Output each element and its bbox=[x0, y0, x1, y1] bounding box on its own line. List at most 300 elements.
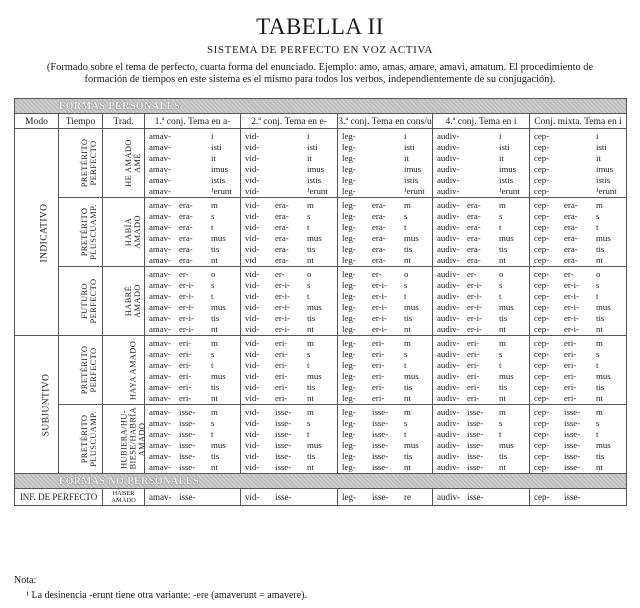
form-line bbox=[338, 142, 432, 153]
stem: audiv- bbox=[437, 407, 460, 417]
modo-subjuntivo-label: SUBJUNTIVO bbox=[41, 373, 52, 437]
stem: vid- bbox=[245, 440, 260, 450]
form-line bbox=[241, 429, 337, 440]
ending: nt bbox=[307, 462, 314, 472]
suffix: era- bbox=[372, 222, 386, 232]
trad-label: HE AMADO AMÉ bbox=[124, 139, 142, 187]
tiempo-label: PRETÉRITO PLUSCUAMP. bbox=[80, 411, 98, 467]
suffix: eri- bbox=[467, 349, 480, 359]
stem: amav- bbox=[149, 186, 171, 196]
stem: audiv- bbox=[437, 324, 460, 334]
ending: tis bbox=[596, 244, 605, 254]
form-line bbox=[530, 211, 626, 222]
suffix: era- bbox=[179, 222, 193, 232]
ending: m bbox=[307, 338, 314, 348]
stem: leg- bbox=[342, 371, 356, 381]
form-line bbox=[433, 489, 529, 505]
ending: m bbox=[404, 338, 411, 348]
form-line bbox=[338, 462, 432, 473]
stem: vid- bbox=[245, 324, 260, 334]
form-line bbox=[338, 200, 432, 211]
form-line bbox=[338, 280, 432, 291]
stem: amav- bbox=[149, 407, 171, 417]
ending: ¹erunt bbox=[499, 186, 520, 196]
suffix: er-i- bbox=[275, 280, 290, 290]
form-line bbox=[241, 371, 337, 382]
stem: leg- bbox=[342, 440, 356, 450]
stem: cep- bbox=[534, 244, 550, 254]
stem: leg- bbox=[342, 186, 356, 196]
suffix: eri- bbox=[372, 393, 385, 403]
ending: t bbox=[307, 429, 310, 439]
ending: t bbox=[499, 360, 502, 370]
tense-row bbox=[15, 198, 627, 267]
ending: mus bbox=[211, 440, 226, 450]
stem: audiv- bbox=[437, 418, 460, 428]
suffix: er-i- bbox=[179, 302, 194, 312]
form-line bbox=[530, 233, 626, 244]
suffix: isse- bbox=[564, 418, 581, 428]
ending: s bbox=[404, 418, 408, 428]
trad-cell bbox=[103, 336, 145, 405]
form-line bbox=[338, 211, 432, 222]
stem: vid- bbox=[245, 360, 260, 370]
ending: t bbox=[211, 291, 214, 301]
suffix: isse- bbox=[564, 451, 581, 461]
stem: cep- bbox=[534, 429, 550, 439]
stem: audiv- bbox=[437, 153, 460, 163]
form-cell bbox=[433, 129, 530, 198]
form-line bbox=[530, 324, 626, 335]
suffix: isse- bbox=[564, 462, 581, 472]
stem: amav- bbox=[149, 280, 171, 290]
stem: vid- bbox=[245, 451, 260, 461]
suffix: isse- bbox=[179, 407, 196, 417]
suffix: isse- bbox=[467, 492, 484, 502]
form-line bbox=[241, 153, 337, 164]
stem: leg- bbox=[342, 338, 356, 348]
form-cell bbox=[145, 489, 241, 506]
ending: t bbox=[596, 360, 599, 370]
form-line bbox=[241, 382, 337, 393]
suffix: isse- bbox=[179, 429, 196, 439]
form-line bbox=[241, 338, 337, 349]
stem: vid- bbox=[245, 175, 260, 185]
ending: m bbox=[499, 338, 506, 348]
stem: audiv- bbox=[437, 142, 460, 152]
page-subtitle: SISTEMA DE PERFECTO EN VOZ ACTIVA bbox=[206, 44, 434, 56]
form-cell bbox=[241, 405, 338, 474]
form-line bbox=[530, 280, 626, 291]
suffix: era- bbox=[467, 255, 481, 265]
form-line bbox=[433, 371, 529, 382]
suffix: era- bbox=[179, 200, 193, 210]
stem: cep- bbox=[534, 291, 550, 301]
ending: mus bbox=[404, 233, 419, 243]
ending: t bbox=[596, 429, 599, 439]
form-line bbox=[433, 302, 529, 313]
ending: i bbox=[211, 131, 214, 141]
stem: cep- bbox=[534, 164, 550, 174]
ending: it bbox=[404, 153, 409, 163]
form-line bbox=[530, 407, 626, 418]
suffix: isse- bbox=[179, 451, 196, 461]
ending: m bbox=[211, 338, 218, 348]
form-line bbox=[338, 244, 432, 255]
form-line bbox=[145, 222, 240, 233]
ending: t bbox=[499, 222, 502, 232]
ending: t bbox=[596, 291, 599, 301]
stem: amav- bbox=[149, 142, 171, 152]
stem: audiv- bbox=[437, 313, 460, 323]
form-line bbox=[145, 360, 240, 371]
form-line bbox=[530, 440, 626, 451]
ending: imus bbox=[211, 164, 229, 174]
stem: cep- bbox=[534, 255, 550, 265]
ending: nt bbox=[499, 255, 506, 265]
ending: isti bbox=[307, 142, 318, 152]
stem: leg- bbox=[342, 280, 356, 290]
form-line bbox=[433, 291, 529, 302]
suffix: er-i- bbox=[179, 291, 194, 301]
form-cell bbox=[241, 489, 338, 506]
suffix: eri- bbox=[372, 371, 385, 381]
stem: leg- bbox=[342, 269, 356, 279]
ending: re bbox=[404, 492, 411, 502]
suffix: eri- bbox=[179, 360, 192, 370]
header-conj-4: 4.ª conj. Tema en i bbox=[433, 114, 530, 129]
infinitive-trad: HABER AMADO bbox=[103, 489, 145, 506]
ending: mus bbox=[211, 302, 226, 312]
form-cell bbox=[338, 489, 433, 506]
suffix: er-i- bbox=[372, 324, 387, 334]
ending: nt bbox=[499, 324, 506, 334]
stem: leg- bbox=[342, 211, 356, 221]
ending: m bbox=[499, 407, 506, 417]
ending: s bbox=[307, 349, 311, 359]
suffix: era- bbox=[179, 244, 193, 254]
stem: audiv- bbox=[437, 255, 460, 265]
stem: amav- bbox=[149, 418, 171, 428]
stem: audiv- bbox=[437, 186, 460, 196]
suffix: isse- bbox=[275, 451, 292, 461]
form-line bbox=[241, 407, 337, 418]
stem: audiv- bbox=[437, 175, 460, 185]
suffix: eri- bbox=[275, 382, 288, 392]
suffix: isse- bbox=[372, 429, 389, 439]
form-line bbox=[145, 462, 240, 473]
stem: cep- bbox=[534, 407, 550, 417]
form-line bbox=[530, 186, 626, 197]
tiempo-cell bbox=[59, 336, 103, 405]
suffix: eri- bbox=[467, 360, 480, 370]
suffix: eri- bbox=[179, 382, 192, 392]
ending: t bbox=[404, 222, 407, 232]
suffix: isse- bbox=[467, 451, 484, 461]
suffix: er-i- bbox=[467, 280, 482, 290]
suffix: isse- bbox=[467, 440, 484, 450]
ending: s bbox=[596, 280, 600, 290]
stem: leg- bbox=[342, 462, 356, 472]
form-line bbox=[530, 142, 626, 153]
ending: o bbox=[404, 269, 409, 279]
stem: vid- bbox=[245, 302, 260, 312]
stem: audiv- bbox=[437, 222, 460, 232]
ending: nt bbox=[404, 255, 411, 265]
ending: tis bbox=[596, 382, 605, 392]
suffix: isse- bbox=[372, 440, 389, 450]
stem: amav- bbox=[149, 382, 171, 392]
ending: s bbox=[307, 211, 311, 221]
modo-indicativo bbox=[15, 129, 59, 336]
stem: vid- bbox=[245, 233, 260, 243]
ending: it bbox=[499, 153, 504, 163]
ending: nt bbox=[596, 393, 603, 403]
tiempo-cell bbox=[59, 129, 103, 198]
ending: mus bbox=[596, 233, 611, 243]
suffix: isse- bbox=[564, 440, 581, 450]
form-line bbox=[145, 393, 240, 404]
ending: mus bbox=[499, 302, 514, 312]
form-line bbox=[530, 382, 626, 393]
stem: leg- bbox=[342, 255, 356, 265]
trad-label: HABRÉ AMADO bbox=[124, 284, 142, 318]
ending: s bbox=[211, 418, 215, 428]
suffix: era- bbox=[564, 255, 578, 265]
form-line bbox=[241, 280, 337, 291]
form-cell bbox=[145, 405, 241, 474]
form-line bbox=[433, 313, 529, 324]
stem: audiv- bbox=[437, 382, 460, 392]
suffix: era- bbox=[179, 233, 193, 243]
suffix: era- bbox=[179, 211, 193, 221]
ending: mus bbox=[307, 371, 322, 381]
form-cell bbox=[433, 198, 530, 267]
stem: audiv- bbox=[437, 131, 460, 141]
form-line bbox=[338, 440, 432, 451]
form-line bbox=[530, 255, 626, 266]
ending: mus bbox=[499, 233, 514, 243]
suffix: er-i- bbox=[467, 291, 482, 301]
form-line bbox=[338, 313, 432, 324]
ending: it bbox=[211, 153, 216, 163]
ending: m bbox=[307, 407, 314, 417]
header-conj-2: 2.ª conj. Tema en e- bbox=[241, 114, 338, 129]
suffix: era- bbox=[275, 211, 289, 221]
stem: leg- bbox=[342, 302, 356, 312]
ending: t bbox=[307, 291, 310, 301]
stem: vid- bbox=[245, 280, 260, 290]
stem: leg- bbox=[342, 175, 356, 185]
stem: vid- bbox=[245, 164, 260, 174]
form-line bbox=[241, 324, 337, 335]
stem: audiv- bbox=[437, 451, 460, 461]
stem: leg- bbox=[342, 418, 356, 428]
stem: leg- bbox=[342, 382, 356, 392]
suffix: eri- bbox=[179, 371, 192, 381]
ending: t bbox=[499, 291, 502, 301]
stem: vid- bbox=[245, 338, 260, 348]
form-line bbox=[241, 255, 337, 266]
suffix: er-i- bbox=[467, 324, 482, 334]
form-line bbox=[145, 186, 240, 197]
stem: audiv- bbox=[437, 291, 460, 301]
ending: mus bbox=[596, 440, 611, 450]
stem: amav- bbox=[149, 393, 171, 403]
stem: amav- bbox=[149, 164, 171, 174]
stem: cep- bbox=[534, 492, 550, 502]
ending: m bbox=[211, 407, 218, 417]
suffix: isse- bbox=[275, 440, 292, 450]
suffix: er-i- bbox=[275, 291, 290, 301]
stem: amav- bbox=[149, 492, 172, 502]
ending: tis bbox=[499, 451, 508, 461]
form-line bbox=[433, 211, 529, 222]
ending: istis bbox=[499, 175, 514, 185]
form-line bbox=[433, 338, 529, 349]
form-cell bbox=[338, 405, 433, 474]
suffix: isse- bbox=[179, 440, 196, 450]
suffix: er-i- bbox=[372, 302, 387, 312]
ending: m bbox=[596, 407, 603, 417]
form-cell bbox=[530, 198, 627, 267]
ending: t bbox=[404, 360, 407, 370]
suffix: er-i- bbox=[275, 302, 290, 312]
tiempo-cell bbox=[59, 267, 103, 336]
suffix: eri- bbox=[275, 393, 288, 403]
form-line bbox=[241, 269, 337, 280]
form-cell bbox=[241, 267, 338, 336]
form-cell bbox=[145, 336, 241, 405]
form-line bbox=[338, 186, 432, 197]
tense-row bbox=[15, 267, 627, 336]
stem: audiv- bbox=[437, 280, 460, 290]
ending: mus bbox=[499, 440, 514, 450]
form-line bbox=[241, 462, 337, 473]
form-line bbox=[241, 131, 337, 142]
stem: audiv- bbox=[437, 349, 460, 359]
ending: t bbox=[211, 360, 214, 370]
form-cell bbox=[241, 336, 338, 405]
suffix: eri- bbox=[564, 349, 577, 359]
modo-subjuntivo bbox=[15, 336, 59, 474]
stem: cep- bbox=[534, 324, 550, 334]
suffix: isse- bbox=[275, 429, 292, 439]
suffix: er-i- bbox=[275, 313, 290, 323]
stem: amav- bbox=[149, 153, 171, 163]
form-line bbox=[433, 131, 529, 142]
suffix: era- bbox=[372, 255, 386, 265]
ending: ¹erunt bbox=[404, 186, 425, 196]
ending: tis bbox=[499, 313, 508, 323]
suffix: isse- bbox=[275, 462, 292, 472]
form-cell bbox=[433, 267, 530, 336]
stem: vid- bbox=[245, 492, 260, 502]
stem: amav- bbox=[149, 269, 171, 279]
form-line bbox=[145, 131, 240, 142]
form-line bbox=[145, 407, 240, 418]
ending: mus bbox=[404, 302, 419, 312]
form-cell bbox=[530, 405, 627, 474]
form-line bbox=[145, 175, 240, 186]
stem: audiv- bbox=[437, 211, 460, 221]
form-line bbox=[338, 175, 432, 186]
suffix: eri- bbox=[467, 338, 480, 348]
stem: cep- bbox=[534, 360, 550, 370]
form-line bbox=[530, 291, 626, 302]
stem: cep- bbox=[534, 131, 550, 141]
suffix: era- bbox=[275, 222, 289, 232]
form-line bbox=[145, 164, 240, 175]
suffix: isse- bbox=[564, 492, 581, 502]
stem: leg- bbox=[342, 291, 356, 301]
suffix: era- bbox=[467, 244, 481, 254]
ending: istis bbox=[307, 175, 322, 185]
stem: vid- bbox=[245, 349, 260, 359]
form-line bbox=[145, 233, 240, 244]
stem: leg- bbox=[342, 324, 356, 334]
form-line bbox=[241, 360, 337, 371]
suffix: isse- bbox=[372, 407, 389, 417]
ending: istis bbox=[596, 175, 611, 185]
ending: imus bbox=[307, 164, 325, 174]
form-line bbox=[530, 153, 626, 164]
stem: amav- bbox=[149, 244, 171, 254]
form-line bbox=[241, 222, 337, 233]
stem: amav- bbox=[149, 324, 171, 334]
suffix: isse- bbox=[179, 418, 196, 428]
suffix: eri- bbox=[467, 393, 480, 403]
ending: s bbox=[499, 280, 503, 290]
stem: amav- bbox=[149, 291, 171, 301]
form-line bbox=[530, 200, 626, 211]
ending: s bbox=[596, 349, 600, 359]
stem: cep- bbox=[534, 462, 550, 472]
ending: ¹erunt bbox=[307, 186, 328, 196]
stem: amav- bbox=[149, 233, 171, 243]
form-line bbox=[145, 440, 240, 451]
suffix: era- bbox=[275, 244, 289, 254]
form-cell bbox=[530, 129, 627, 198]
form-line bbox=[433, 255, 529, 266]
ending: isti bbox=[404, 142, 415, 152]
form-cell bbox=[241, 129, 338, 198]
form-line bbox=[338, 489, 432, 505]
suffix: er- bbox=[179, 269, 189, 279]
stem: audiv- bbox=[437, 200, 460, 210]
ending: mus bbox=[307, 440, 322, 450]
form-line bbox=[433, 280, 529, 291]
suffix: eri- bbox=[179, 393, 192, 403]
suffix: er-i- bbox=[467, 313, 482, 323]
form-line bbox=[530, 244, 626, 255]
suffix: eri- bbox=[564, 371, 577, 381]
suffix: era- bbox=[179, 255, 193, 265]
form-line bbox=[338, 393, 432, 404]
suffix: er- bbox=[275, 269, 285, 279]
ending: nt bbox=[596, 462, 603, 472]
form-line bbox=[338, 451, 432, 462]
form-line bbox=[433, 349, 529, 360]
ending: tis bbox=[307, 313, 316, 323]
form-line bbox=[530, 164, 626, 175]
form-line bbox=[530, 451, 626, 462]
form-line bbox=[241, 211, 337, 222]
form-line bbox=[241, 291, 337, 302]
form-line bbox=[530, 175, 626, 186]
ending: m bbox=[307, 200, 314, 210]
stem: amav- bbox=[149, 222, 171, 232]
